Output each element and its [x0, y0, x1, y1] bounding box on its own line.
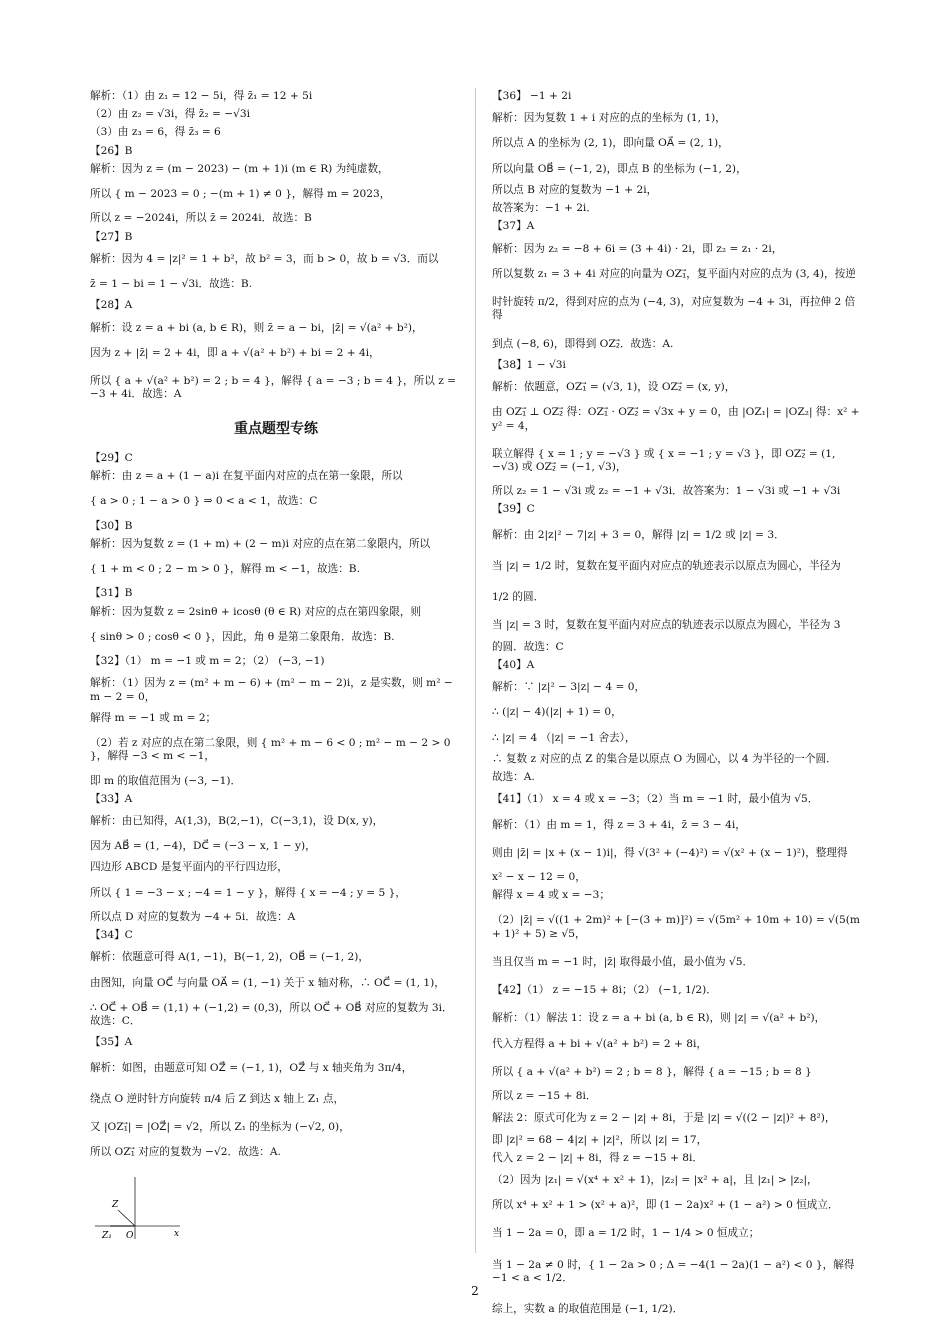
right-line: 解析：因为复数 1 + i 对应的点的坐标为 (1, 1)， — [492, 112, 726, 125]
right-line: 综上，实数 a 的取值范围是 (−1, 1/2)． — [492, 1303, 684, 1316]
left-line: 【35】A — [90, 1036, 133, 1049]
right-line: 所以向量 OB⃗ = (−1, 2)，即点 B 的坐标为 (−1, 2)， — [492, 162, 747, 175]
left-line: { 1 + m < 0 ; 2 − m > 0 }，解得 m < −1，故选：B. — [90, 563, 360, 576]
right-line: 解法 2：原式可化为 z = 2 − |z| + 8i，于是 |z| = √((2 − |z|)² + 8²)， — [492, 1112, 836, 1125]
right-line: （2）|z̄| = √((1 + 2m)² + [−(3 + m)]²) = √(5m² + 10m + 10) = √(5(m + 1)² + 5) ≥ √5， — [492, 914, 860, 940]
column-divider — [475, 88, 476, 1253]
left-line: （3）由 z₃ = 6，得 z̄₃ = 6 — [90, 126, 221, 139]
left-line: 【34】C — [90, 929, 133, 942]
left-line: 所以 { 1 = −3 − x ; −4 = 1 − y }，解得 { x = −4 ; y = 5 }， — [90, 886, 406, 899]
left-line: z̄ = 1 − bi = 1 − √3i．故选：B. — [90, 278, 253, 291]
left-line: 【26】B — [90, 144, 133, 157]
left-line: 解析：因为 4 = |z|² = 1 + b²，故 b² = 3，而 b > 0，故 b = √3．而以 — [90, 252, 439, 265]
right-line: 所以 x⁴ + x² + 1 > (x² + a)²，即 (1 − 2a)x² + (1 − a²) > 0 恒成立． — [492, 1199, 839, 1212]
right-line: 【38】1 − √3i — [492, 358, 566, 371]
left-line: 【29】C — [90, 452, 133, 465]
vector-oz — [118, 1210, 135, 1226]
left-line: 四边形 ABCD 是复平面内的平行四边形， — [90, 861, 288, 874]
label-z: Z — [112, 1199, 119, 1210]
right-line: 故答案为：−1 + 2i． — [492, 202, 597, 215]
right-line: 【39】C — [492, 503, 535, 516]
right-line: 所以复数 z₁ = 3 + 4i 对应的向量为 OZ₁⃗，复平面内对应的点为 (3, 4)，按逆 — [492, 267, 856, 280]
right-line: x² − x − 12 = 0， — [492, 870, 586, 883]
left-line: 所以点 D 对应的复数为 −4 + 5i．故选：A — [90, 910, 296, 923]
right-line: 代入 z = 2 − |z| + 8i，得 z = −15 + 8i． — [492, 1151, 703, 1164]
right-line: 【36】 −1 + 2i — [492, 90, 572, 102]
right-line: 时针旋转 π/2，得到对应的点为 (−4, 3)，对应复数为 −4 + 3i，再拉伸 2 倍得 — [492, 296, 856, 322]
right-line: 则由 |z̄| = |x + (x − 1)i|，得 √(3² + (−4)²) = √(x² + (x − 1)²)，整理得 — [492, 846, 848, 859]
left-line: 【30】B — [90, 519, 133, 532]
right-line: 当 |z| = 1/2 时，复数在复平面内对应点的轨迹表示以原点为圆心，半径为 — [492, 559, 841, 572]
right-line: 联立解得 { x = 1 ; y = −√3 } 或 { x = −1 ; y = √3 }，即 OZ₂⃗ = (1, −√3) 或 OZ₂⃗ = (−1, √3)， — [492, 447, 836, 473]
right-line: 【42】（1） z = −15 + 8i；（2） (−1, 1/2)． — [492, 984, 717, 997]
rotation-figure — [90, 1174, 462, 1248]
right-line: 当 1 − 2a = 0，即 a = 1/2 时，1 − 1/4 > 0 恒成立； — [492, 1227, 760, 1240]
right-line: 解析：依题意，OZ₁⃗ = (√3, 1)，设 OZ₂⃗ = (x, y)， — [492, 381, 736, 394]
left-line: 绕点 O 逆时针方向旋转 π/4 后 Z 到达 x 轴上 Z₁ 点， — [90, 1092, 345, 1105]
label-o: O — [126, 1230, 134, 1241]
right-line: 解析：（1）解法 1：设 z = a + bi (a, b ∈ R)，则 |z| = √(a² + b²)， — [492, 1012, 826, 1025]
right-line: 解析：∵ |z|² − 3|z| − 4 = 0， — [492, 681, 646, 694]
left-line: 解析：因为复数 z = (1 + m) + (2 − m)i 对应的点在第二象限内，所以 — [90, 537, 431, 550]
left-line: 由图知，向量 OC⃗ 与向量 OA⃗ = (1, −1) 关于 x 轴对称，∴ OC⃗ = (1, 1)， — [90, 976, 445, 989]
left-line: 所以 { m − 2023 = 0 ; −(m + 1) ≠ 0 }，解得 m = 2023， — [90, 188, 391, 201]
left-line: 解析：因为 z = (m − 2023) − (m + 1)i (m ∈ R) 为纯虚数， — [90, 162, 389, 175]
left-line: 【28】A — [90, 299, 133, 312]
right-line: 解得 x = 4 或 x = −3； — [492, 889, 611, 902]
left-line: { sinθ > 0 ; cosθ < 0 }，因此，角 θ 是第二象限角．故选：B. — [90, 630, 395, 643]
left-line: 解析：如图，由题意可知 OZ⃗ = (−1, 1)，OZ⃗ 与 x 轴夹角为 3π/4， — [90, 1061, 413, 1074]
right-line: （2）因为 |z₁| = √(x⁴ + x² + 1)，|z₂| = |x² + a|，且 |z₁| > |z₂|， — [492, 1174, 818, 1187]
left-line: （2）由 z₂ = √3i，得 z̄₂ = −√3i — [90, 108, 250, 121]
left-line: （2）若 z 对应的点在第二象限，则 { m² + m − 6 < 0 ; m² − m − 2 > 0 }，解得 −3 < m < −1， — [90, 737, 451, 763]
left-line: 所以 z = −2024i，所以 z̄ = 2024i．故选：B — [90, 212, 312, 225]
right-line: 当且仅当 m = −1 时，|z̄| 取得最小值，最小值为 √5． — [492, 955, 754, 968]
right-line: ∴ (|z| − 4)(|z| + 1) = 0， — [492, 706, 622, 719]
left-line: 解得 m = −1 或 m = 2； — [90, 711, 217, 724]
left-line: 解析：由已知得，A(1,3)，B(2,−1)，C(−3,1)，设 D(x, y)， — [90, 815, 384, 827]
left-line: 解析：（1）由 z₁ = 12 − 5i，得 z̄₁ = 12 + 5i — [90, 90, 313, 102]
right-column — [492, 88, 864, 1325]
right-line: 代入方程得 a + bi + √(a² + b²) = 2 + 8i， — [492, 1037, 707, 1050]
right-line: 所以 z₂ = 1 − √3i 或 z₂ = −1 + √3i．故答案为：1 − √3i 或 −1 + √3i — [492, 485, 841, 498]
left-line: 【31】B — [90, 587, 133, 600]
right-line: 由 OZ₁⃗ ⊥ OZ₂⃗ 得：OZ₁⃗ · OZ₂⃗ = √3x + y = 0，由 |OZ₁| = |OZ₂| 得：x² + y² = 4， — [492, 406, 860, 432]
right-line: 【37】A — [492, 220, 535, 233]
right-line: ∴ |z| = 4 （|z| = −1 舍去）， — [492, 731, 636, 744]
left-line: 即 m 的取值范围为 (−3, −1)． — [90, 774, 242, 787]
right-line: 当 |z| = 3 时，复数在复平面内对应点的轨迹表示以原点为圆心，半径为 3 — [492, 619, 841, 632]
right-line: ∴ 复数 z 对应的点 Z 的集合是以原点 O 为圆心，以 4 为半径的一个圆． — [492, 752, 837, 765]
right-line: 【41】（1） x = 4 或 x = −3；（2）当 m = −1 时，最小值为 √5． — [492, 793, 819, 806]
left-line: 解析：因为复数 z = 2sinθ + icosθ (θ ∈ R) 对应的点在第四象限，则 — [90, 605, 422, 618]
right-line: 解析：因为 z₂ = −8 + 6i = (3 + 4i) · 2i，即 z₂ = z₁ · 2i， — [492, 242, 783, 255]
right-line: 所以 { a + √(a² + b²) = 2 ; b = 8 }，解得 { a = −15 ; b = 8 } — [492, 1065, 812, 1078]
left-line: 解析：依题意可得 A(1, −1)，B(−1, 2)，OB⃗ = (−1, 2)， — [90, 951, 369, 964]
left-line: 又 |OZ₁⃗| = |OZ⃗| = √2，所以 Z₁ 的坐标为 (−√2, 0)， — [90, 1121, 350, 1134]
right-line: 【40】A — [492, 658, 535, 671]
left-line: 所以 { a + √(a² + b²) = 2 ; b = 4 }，解得 { a = −3 ; b = 4 }，所以 z = −3 + 4i．故选：A — [90, 375, 457, 401]
left-line: ∴ OC⃗ + OB⃗ = (1,1) + (−1,2) = (0,3)，所以 OC⃗ + OB⃗ 对应的复数为 3i．故选：C． — [90, 1001, 453, 1028]
right-line: 的圆．故选：C — [492, 640, 564, 653]
right-line: 所以 z = −15 + 8i． — [492, 1090, 597, 1103]
right-line: 所以点 A 的坐标为 (2, 1)，即向量 OA⃗ = (2, 1)， — [492, 137, 729, 150]
right-line: 当 1 − 2a ≠ 0 时，{ 1 − 2a > 0 ; Δ = −4(1 − 2a)(1 − a²) < 0 }，解得 −1 < a < 1/2． — [492, 1258, 855, 1284]
right-line: 即 |z|² = 68 − 4|z| + |z|²，所以 |z| = 17， — [492, 1133, 708, 1146]
left-line: 解析：设 z = a + bi (a, b ∈ R)，则 z̄ = a − bi，|z̄| = √(a² + b²)， — [90, 321, 423, 334]
page-number: 2 — [471, 1284, 479, 1298]
left-line: 【33】A — [90, 792, 133, 805]
section-title: 重点题型专练 — [234, 420, 318, 437]
right-line: 解析：由 2|z|² − 7|z| + 3 = 0，解得 |z| = 1/2 或 |z| = 3． — [492, 528, 785, 541]
left-line: 因为 AB⃗ = (1, −4)，DC⃗ = (−3 − x, 1 − y)， — [90, 840, 316, 853]
left-line: 因为 z + |z̄| = 2 + 4i，即 a + √(a² + b²) + bi = 2 + 4i， — [90, 346, 380, 359]
left-line: { a > 0 ; 1 − a > 0 } ⇒ 0 < a < 1，故选：C — [90, 495, 318, 508]
left-line: 【32】（1） m = −1 或 m = 2；（2） (−3, −1) — [90, 655, 325, 668]
left-line: 所以 OZ₁⃗ 对应的复数为 −√2．故选：A. — [90, 1146, 281, 1159]
right-line: 到点 (−8, 6)，即得到 OZ₂⃗．故选：A. — [492, 337, 674, 350]
left-column — [90, 88, 462, 1248]
right-line: 1/2 的圆． — [492, 591, 545, 604]
right-line: 解析：（1）由 m = 1，得 z = 3 + 4i，z̄ = 3 − 4i， — [492, 818, 746, 831]
left-line: 解析：（1）因为 z = (m² + m − 6) + (m² − m − 2)i，z 是实数，则 m² − m − 2 = 0， — [90, 677, 453, 703]
label-z1: Z₁ — [102, 1230, 112, 1241]
left-line: 【27】B — [90, 230, 133, 243]
right-line: 所以点 B 对应的复数为 −1 + 2i， — [492, 183, 658, 196]
left-line: 解析：由 z = a + (1 − a)i 在复平面内对应的点在第一象限，所以 — [90, 470, 403, 483]
rotation-figure-svg — [90, 1174, 200, 1244]
label-x: x — [174, 1228, 180, 1239]
right-line: 故选：A. — [492, 771, 535, 784]
